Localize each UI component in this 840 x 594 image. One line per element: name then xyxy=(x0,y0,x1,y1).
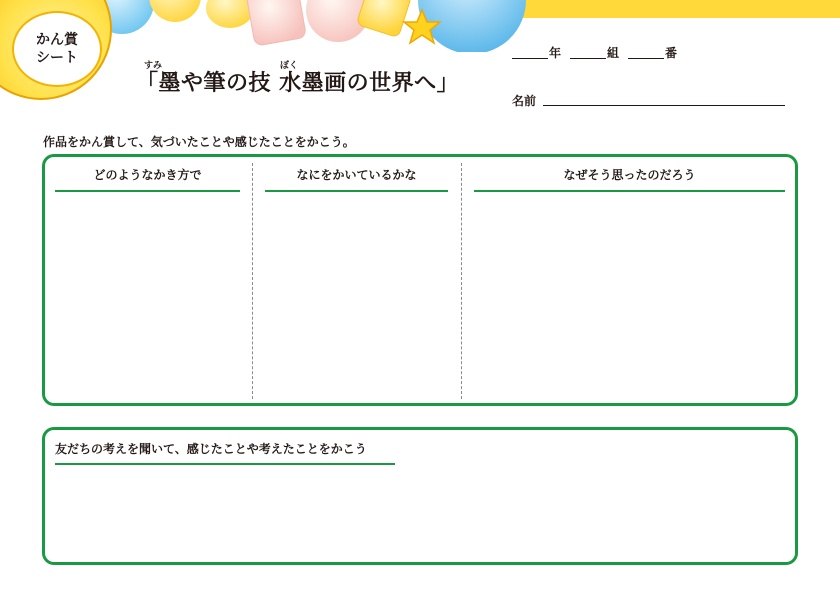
ruby-boku: ぼく xyxy=(280,61,299,71)
column-writing-area-why[interactable] xyxy=(474,196,785,396)
friends-thoughts-writing-area[interactable] xyxy=(55,470,785,558)
column-underline xyxy=(474,190,785,192)
class-label: 組 xyxy=(607,46,620,60)
year-field[interactable] xyxy=(512,58,548,59)
ruby-sumi: すみ xyxy=(144,61,163,71)
column-divider xyxy=(461,163,462,399)
column-label-why: なぜそう思ったのだろう xyxy=(563,168,696,182)
instruction-text: 作品をかん賞して、気づいたことや感じたことをかこう。 xyxy=(43,135,355,149)
bubble-yellow xyxy=(206,0,254,28)
column-underline xyxy=(55,190,240,192)
page-title: 「墨や筆の技 水墨画の世界へ」 xyxy=(136,71,460,96)
sheet-badge xyxy=(0,0,112,100)
badge-line2: シート xyxy=(36,50,78,66)
column-writing-area-what[interactable] xyxy=(265,196,448,396)
name-field[interactable] xyxy=(543,105,785,106)
friends-thoughts-underline xyxy=(55,463,395,465)
number-field[interactable] xyxy=(628,58,664,59)
column-writing-area-how[interactable] xyxy=(55,196,240,396)
class-field[interactable] xyxy=(570,58,606,59)
year-label: 年 xyxy=(549,46,562,60)
column-underline xyxy=(265,190,448,192)
column-label-what: なにをかいているかな xyxy=(296,168,417,182)
badge-line1: かん賞 xyxy=(36,32,78,48)
number-label: 番 xyxy=(665,46,678,60)
friends-thoughts-label: 友だちの考えを聞いて、感じたことや考えたことをかこう xyxy=(55,442,367,456)
badge-label xyxy=(12,11,102,87)
column-label-how: どのようなかき方で xyxy=(93,168,202,182)
column-divider xyxy=(252,163,253,399)
name-label: 名前 xyxy=(512,94,537,108)
decorative-bubbles xyxy=(100,0,540,52)
